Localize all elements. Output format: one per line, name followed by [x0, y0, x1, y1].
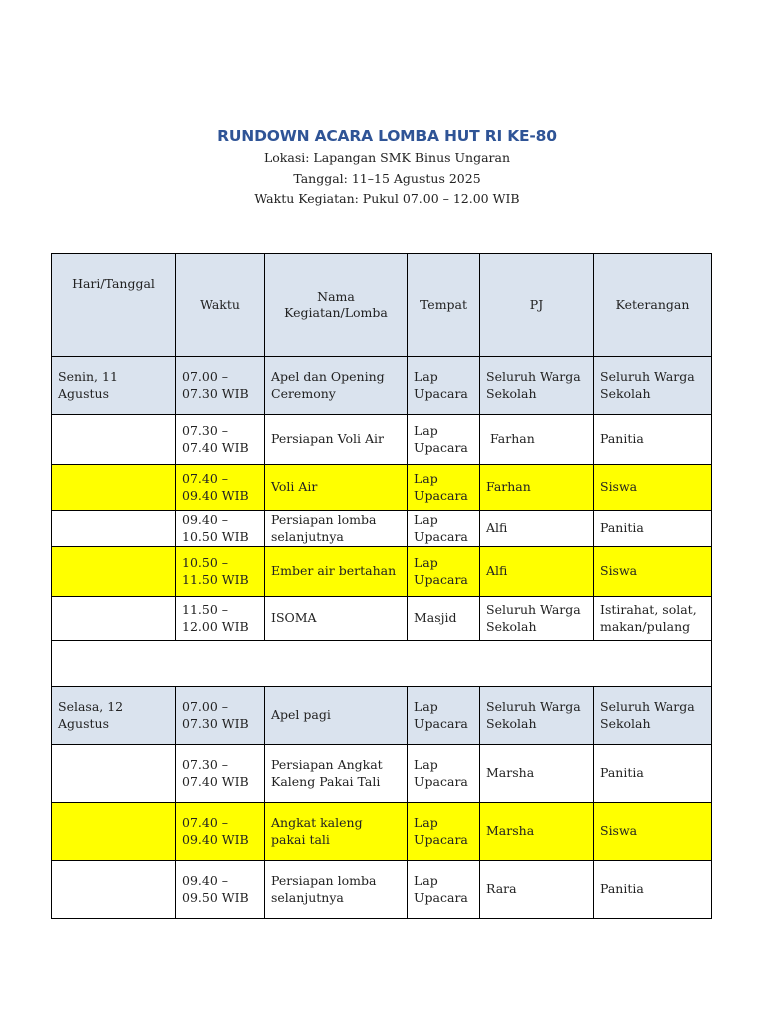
- cell-tempat: Lap Upacara: [408, 357, 480, 415]
- cell-keterangan: Panitia: [594, 511, 712, 547]
- table-row: [52, 357, 712, 415]
- column-header-hari: Hari/Tanggal: [52, 254, 176, 357]
- cell-pj: Seluruh Warga Sekolah: [480, 597, 594, 641]
- date-line: Tanggal: 11–15 Agustus 2025: [293, 170, 481, 186]
- column-header-keterangan: Keterangan: [594, 254, 712, 357]
- cell-hari: [52, 465, 176, 511]
- cell-pj: Seluruh Warga Sekolah: [480, 357, 594, 415]
- column-header-waktu: Waktu: [176, 254, 265, 357]
- cell-pj: Marsha: [480, 745, 594, 803]
- cell-hari: Senin, 11 Agustus: [52, 357, 176, 415]
- cell-keterangan: Siswa: [594, 465, 712, 511]
- table-row: [52, 861, 712, 919]
- cell-tempat: Lap Upacara: [408, 465, 480, 511]
- cell-pj: Seluruh Warga Sekolah: [480, 687, 594, 745]
- table-row: [52, 415, 712, 465]
- cell-keterangan: Siswa: [594, 547, 712, 597]
- location-line: Lokasi: Lapangan SMK Binus Ungaran: [263, 150, 511, 165]
- cell-kegiatan: Ember air bertahan: [265, 547, 408, 597]
- cell-hari: [52, 803, 176, 861]
- cell-hari: [52, 547, 176, 597]
- cell-kegiatan: Angkat kaleng pakai tali: [265, 803, 408, 861]
- cell-waktu: 07.30 – 07.40 WIB: [176, 415, 265, 465]
- cell-waktu: 07.00 – 07.30 WIB: [176, 357, 265, 415]
- cell-pj: Alfi: [480, 511, 594, 547]
- cell-hari: [52, 861, 176, 919]
- cell-waktu: 09.40 – 09.50 WIB: [176, 861, 265, 919]
- cell-hari: [52, 415, 176, 465]
- cell-pj: Alfi: [480, 547, 594, 597]
- blank-cell: [52, 641, 712, 687]
- cell-tempat: Lap Upacara: [408, 745, 480, 803]
- cell-tempat: Lap Upacara: [408, 511, 480, 547]
- cell-kegiatan: Persiapan lomba selanjutnya: [265, 511, 408, 547]
- cell-keterangan: Siswa: [594, 803, 712, 861]
- cell-kegiatan: Persiapan Angkat Kaleng Pakai Tali: [265, 745, 408, 803]
- cell-waktu: 07.40 – 09.40 WIB: [176, 465, 265, 511]
- cell-waktu: 07.40 – 09.40 WIB: [176, 803, 265, 861]
- table-row: [52, 597, 712, 641]
- cell-keterangan: Panitia: [594, 415, 712, 465]
- cell-hari: Selasa, 12 Agustus: [52, 687, 176, 745]
- table-row: [52, 547, 712, 597]
- cell-pj: Marsha: [480, 803, 594, 861]
- table-row: [52, 803, 712, 861]
- cell-kegiatan: Persiapan lomba selanjutnya: [265, 861, 408, 919]
- cell-tempat: Masjid: [408, 597, 480, 641]
- table-spacer-row: [52, 641, 712, 687]
- cell-kegiatan: Voli Air: [265, 465, 408, 511]
- cell-keterangan: Istirahat, solat, makan/pulang: [594, 597, 712, 641]
- cell-tempat: Lap Upacara: [408, 415, 480, 465]
- cell-tempat: Lap Upacara: [408, 861, 480, 919]
- table-row: [52, 745, 712, 803]
- table-row: [52, 465, 712, 511]
- cell-kegiatan: ISOMA: [265, 597, 408, 641]
- column-header-pj: PJ: [480, 254, 594, 357]
- cell-waktu: 07.00 – 07.30 WIB: [176, 687, 265, 745]
- cell-pj: Rara: [480, 861, 594, 919]
- cell-tempat: Lap Upacara: [408, 803, 480, 861]
- time-line: Waktu Kegiatan: Pukul 07.00 – 12.00 WIB: [254, 191, 520, 206]
- cell-pj: Farhan: [480, 415, 594, 465]
- cell-hari: [52, 511, 176, 547]
- cell-keterangan: Panitia: [594, 861, 712, 919]
- table-row: [52, 687, 712, 745]
- cell-tempat: Lap Upacara: [408, 547, 480, 597]
- cell-waktu: 07.30 – 07.40 WIB: [176, 745, 265, 803]
- cell-keterangan: Seluruh Warga Sekolah: [594, 687, 712, 745]
- cell-waktu: 09.40 – 10.50 WIB: [176, 511, 265, 547]
- document-title: RUNDOWN ACARA LOMBA HUT RI KE-80: [217, 127, 557, 145]
- cell-kegiatan: Apel dan Opening Ceremony: [265, 357, 408, 415]
- cell-waktu: 11.50 – 12.00 WIB: [176, 597, 265, 641]
- cell-hari: [52, 745, 176, 803]
- cell-tempat: Lap Upacara: [408, 687, 480, 745]
- table-header-row: [52, 254, 712, 357]
- column-header-kegiatan: Nama Kegiatan/Lomba: [265, 254, 408, 357]
- column-header-tempat: Tempat: [408, 254, 480, 357]
- cell-kegiatan: Persiapan Voli Air: [265, 415, 408, 465]
- cell-keterangan: Panitia: [594, 745, 712, 803]
- rundown-table: [51, 253, 712, 919]
- cell-kegiatan: Apel pagi: [265, 687, 408, 745]
- document-header: [0, 124, 768, 210]
- table-row: [52, 511, 712, 547]
- cell-hari: [52, 597, 176, 641]
- cell-waktu: 10.50 – 11.50 WIB: [176, 547, 265, 597]
- cell-pj: Farhan: [480, 465, 594, 511]
- cell-keterangan: Seluruh Warga Sekolah: [594, 357, 712, 415]
